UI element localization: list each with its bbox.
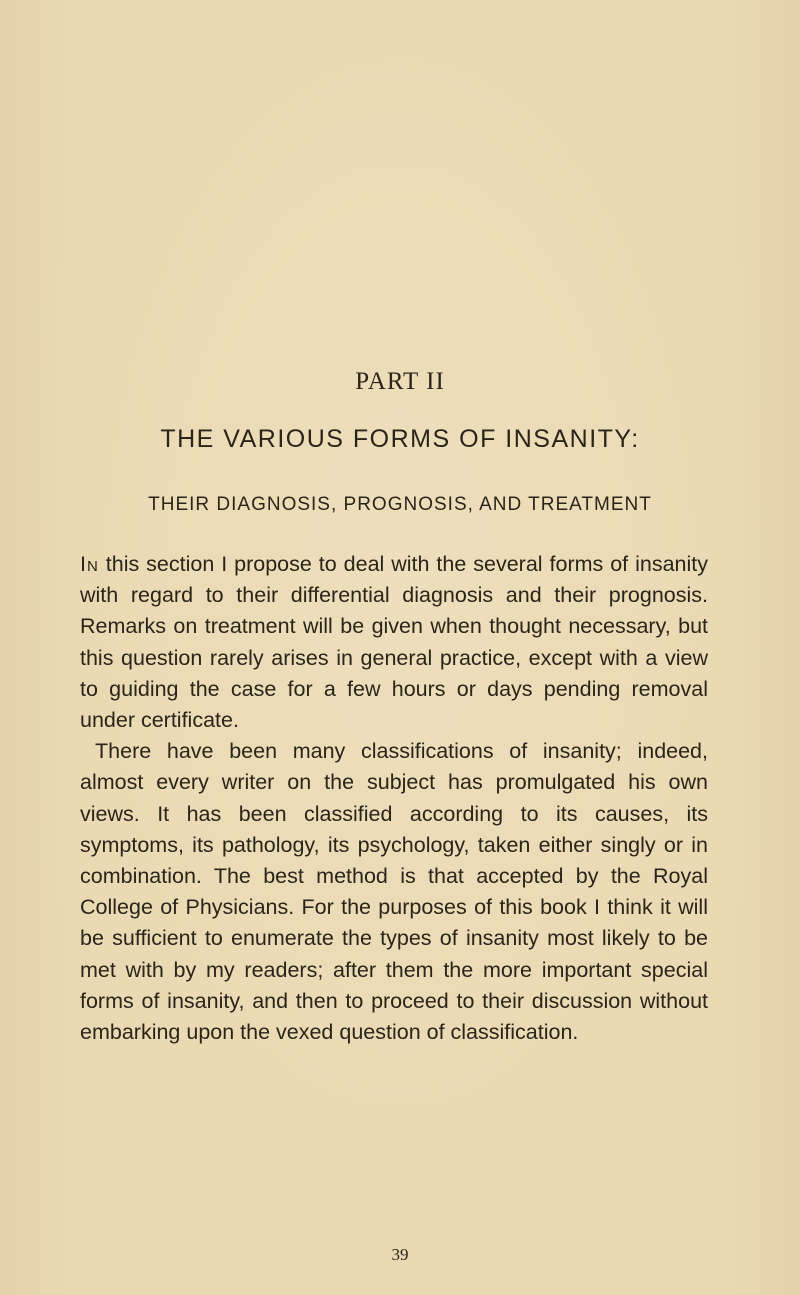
paragraph-1 bbox=[80, 549, 708, 736]
part-heading: PART II bbox=[355, 368, 445, 395]
chapter-title: THE VARIOUS FORMS OF INSANITY: bbox=[160, 425, 640, 453]
paragraph-2: There have been many classifications of insanity; indeed, almost every writer on the subject has promulgated his own views. It has been classified according to its causes, its symptoms, its pathology, its psychology, taken either singly or in combination. The best method is that accepted by the Royal College of Physicians. For the purposes of this book I think it will be sufficient to enumerate the types of insanity most likely to be met with by my readers; after them the more important special forms of insanity, and then to proceed to their discussion without embarking upon the vexed question of classification. bbox=[80, 739, 708, 1045]
paragraph-1-text: this section I propose to deal with the several forms of insanity with regard to their differential diagnosis and their prognosis. Remarks on treatment will be given when thought necessary, but this question rarely arises in general practice, except with a view to guiding the case for a few hours or days pending removal under certificate. bbox=[80, 552, 708, 733]
chapter-subtitle: THEIR DIAGNOSIS, PROGNOSIS, AND TREATMENT bbox=[148, 494, 652, 515]
body-text bbox=[80, 549, 708, 1048]
paragraph-1-lead-word: In bbox=[80, 552, 99, 576]
page-number: 39 bbox=[391, 1245, 409, 1264]
